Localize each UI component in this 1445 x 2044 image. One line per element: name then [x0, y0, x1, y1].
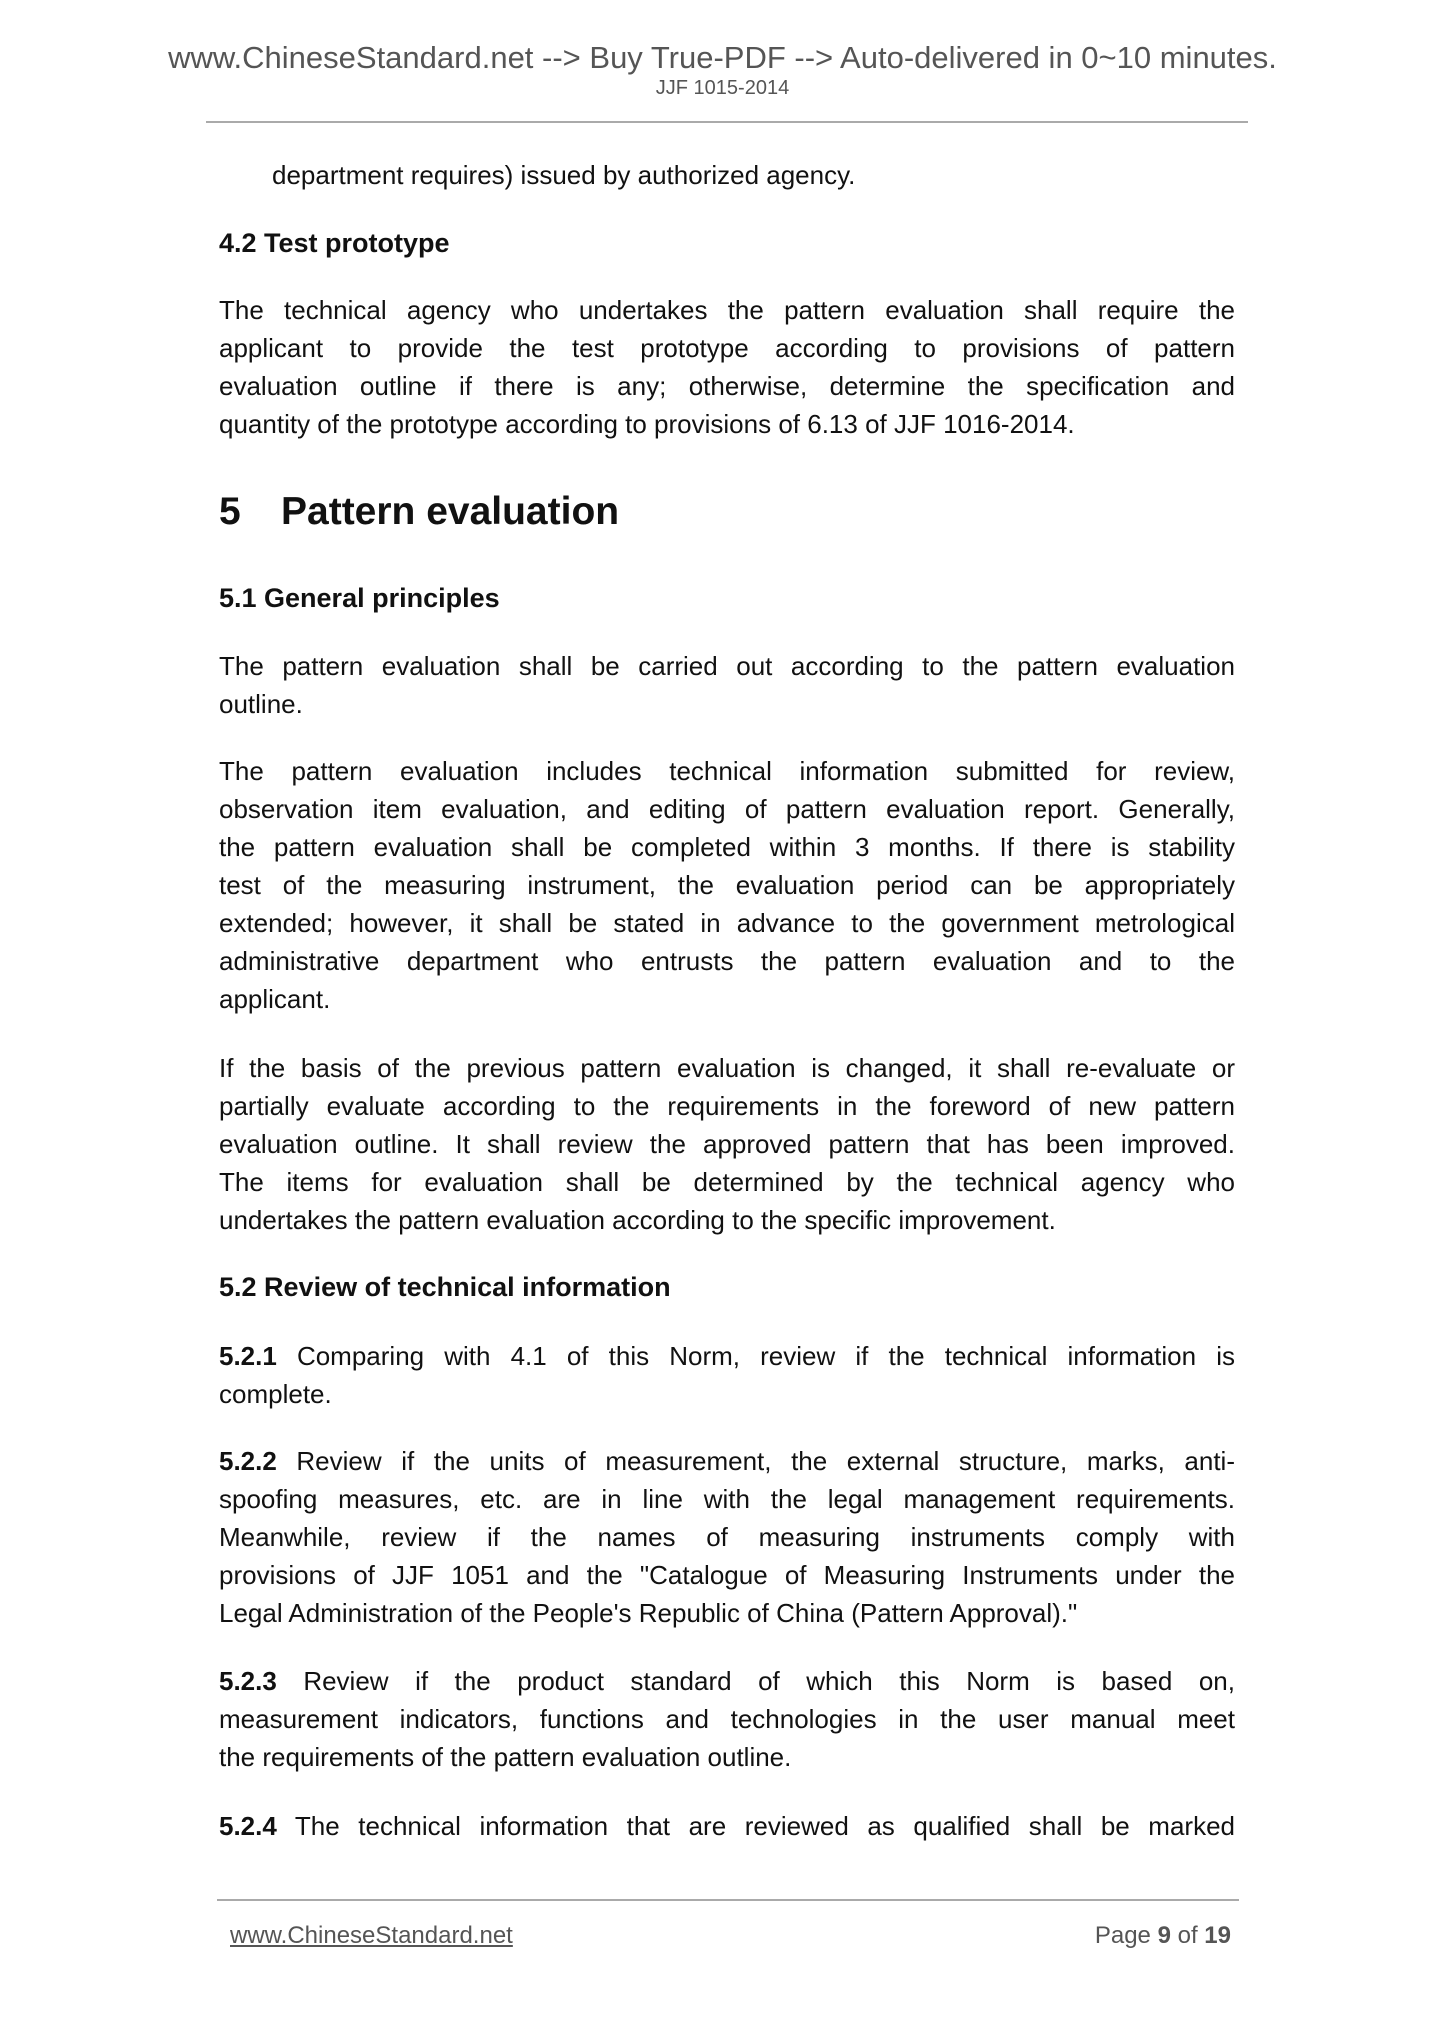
chapter-heading-5 — [219, 488, 620, 536]
page-label: Page — [1094, 1922, 1151, 1949]
text-line: undertakes the pattern evaluation according to the specific improvement. — [219, 1205, 1056, 1235]
page-indicator — [1095, 1920, 1231, 1952]
page-number: 9 — [1157, 1922, 1171, 1949]
text-line: The items for evaluation shall be determined by the technical agency who — [219, 1167, 1235, 1197]
of-label: of — [1177, 1922, 1198, 1949]
text-line: observation item evaluation, and editing of pattern evaluation report. Generally, — [219, 794, 1235, 824]
section-heading-5-1: 5.1 General principles — [219, 583, 500, 613]
text-line: applicant. — [219, 984, 331, 1014]
text-line: spoofing measures, etc. are in line with the legal management requirements. — [219, 1484, 1235, 1514]
text-line: evaluation outline. It shall review the approved pattern that has been improved. — [219, 1129, 1235, 1159]
text-line: test of the measuring instrument, the evaluation period can be appropriately — [219, 870, 1235, 900]
clause-text: The technical information that are reviewed as qualified shall be marked — [276, 1811, 1235, 1841]
text-line: department requires) issued by authorized agency. — [272, 160, 856, 190]
text-line — [219, 1337, 1235, 1375]
text-line — [219, 1662, 1235, 1700]
text-line — [219, 1807, 1235, 1845]
clause-number: 5.2.2 — [219, 1446, 277, 1476]
text-line: applicant to provide the test prototype according to provisions of pattern — [219, 333, 1235, 363]
document-code: JJF 1015-2014 — [655, 77, 790, 99]
clause-5-2-3 — [219, 1662, 1235, 1776]
text-line: administrative department who entrusts the pattern evaluation and to the — [219, 946, 1235, 976]
text-line: partially evaluate according to the requirements in the foreword of new pattern — [219, 1091, 1235, 1121]
text-line: The pattern evaluation shall be carried out according to the pattern evaluation — [219, 651, 1235, 681]
text-line: The technical agency who undertakes the pattern evaluation shall require the — [219, 295, 1235, 325]
header-divider — [206, 121, 1248, 123]
text-line: The pattern evaluation includes technical information submitted for review, — [219, 756, 1235, 786]
clause-5-2-1 — [219, 1337, 1235, 1413]
text-line: the pattern evaluation shall be completed within 3 months. If there is stability — [219, 832, 1235, 862]
paragraph-general-1 — [219, 647, 1235, 723]
clause-number: 5.2.3 — [219, 1666, 277, 1696]
clause-text: Review if the product standard of which this Norm is based on, — [276, 1666, 1235, 1696]
chapter-number: 5 — [219, 490, 241, 533]
clause-number: 5.2.4 — [219, 1811, 277, 1841]
footer-divider — [217, 1899, 1239, 1901]
footer-link-container — [230, 1920, 513, 1952]
text-line: complete. — [219, 1379, 332, 1409]
clause-5-2-2 — [219, 1442, 1235, 1632]
header-banner: www.ChineseStandard.net --> Buy True-PDF --> Auto-delivered in 0~10 minutes. — [168, 40, 1277, 75]
text-line: provisions of JJF 1051 and the "Catalogue of Measuring Instruments under the — [219, 1560, 1235, 1590]
page-total: 19 — [1204, 1922, 1231, 1949]
paragraph-general-3 — [219, 1049, 1235, 1239]
chapter-title: Pattern evaluation — [281, 490, 620, 533]
text-line: extended; however, it shall be stated in advance to the government metrological — [219, 908, 1235, 938]
clause-text: Comparing with 4.1 of this Norm, review if the technical information is — [276, 1341, 1235, 1371]
text-line: Legal Administration of the People's Republic of China (Pattern Approval)." — [219, 1598, 1078, 1628]
text-line — [219, 1442, 1235, 1480]
clause-text: Review if the units of measurement, the external structure, marks, anti- — [276, 1446, 1235, 1476]
text-line: outline. — [219, 689, 303, 719]
section-heading-4-2: 4.2 Test prototype — [219, 228, 450, 258]
text-line: quantity of the prototype according to provisions of 6.13 of JJF 1016-2014. — [219, 409, 1075, 439]
text-line: If the basis of the previous pattern evaluation is changed, it shall re-evaluate or — [219, 1053, 1235, 1083]
text-line: evaluation outline if there is any; otherwise, determine the specification and — [219, 371, 1235, 401]
clause-5-2-4 — [219, 1807, 1235, 1845]
text-line: the requirements of the pattern evaluation outline. — [219, 1742, 792, 1772]
paragraph-general-2 — [219, 752, 1235, 1018]
footer-website-link[interactable]: www.ChineseStandard.net — [230, 1922, 513, 1949]
clause-number: 5.2.1 — [219, 1341, 277, 1371]
paragraph-test-prototype — [219, 291, 1235, 443]
text-line: measurement indicators, functions and technologies in the user manual meet — [219, 1704, 1235, 1734]
text-line: Meanwhile, review if the names of measuring instruments comply with — [219, 1522, 1235, 1552]
paragraph-continuation — [272, 156, 1288, 194]
section-heading-5-2: 5.2 Review of technical information — [219, 1272, 671, 1302]
